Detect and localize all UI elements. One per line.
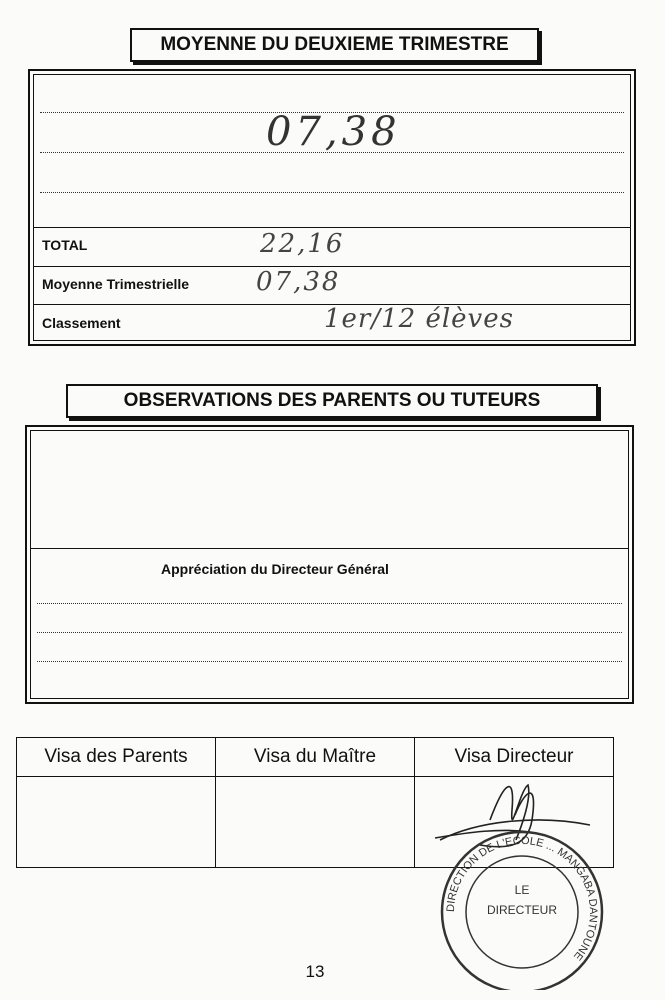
school-stamp	[420, 770, 620, 990]
director-appreciation-label: Appréciation du Directeur Général	[161, 561, 389, 577]
average-label: Moyenne Trimestrielle	[42, 276, 190, 292]
dotted-line	[37, 661, 622, 662]
visa-director-header: Visa Directeur	[415, 738, 614, 777]
dotted-line	[40, 192, 624, 193]
observations-box-inner	[30, 430, 629, 699]
page-number: 13	[305, 962, 325, 981]
row-divider	[34, 227, 630, 228]
average-value: 07,38	[256, 267, 341, 297]
section-divider	[31, 548, 628, 549]
total-label: TOTAL	[42, 237, 88, 253]
stamp-line-1: LE	[514, 883, 530, 897]
visa-parents-cell	[17, 777, 216, 868]
rank-label: Classement	[42, 315, 121, 331]
average-box	[28, 69, 636, 346]
dotted-line	[37, 632, 622, 633]
average-box-inner	[33, 74, 631, 341]
visa-teacher-header: Visa du Maître	[216, 738, 415, 777]
stamp-ring-text: DIRECTION DE L'ECOLE ... MANGABA DANTOUNE	[444, 834, 600, 963]
rank-value: 1er/12 élèves	[324, 304, 514, 334]
signature-scribble	[435, 785, 590, 847]
stamp-line-2: DIRECTEUR	[486, 903, 558, 917]
total-value: 22,16	[260, 229, 345, 259]
section-title-observations: OBSERVATIONS DES PARENTS OU TUTEURS	[66, 384, 598, 418]
visa-parents-header: Visa des Parents	[17, 738, 216, 777]
section-title-average: MOYENNE DU DEUXIEME TRIMESTRE	[130, 28, 539, 62]
handwritten-average: 07,38	[266, 109, 401, 155]
observations-box	[25, 425, 634, 704]
visa-teacher-cell	[216, 777, 415, 868]
dotted-line	[37, 603, 622, 604]
